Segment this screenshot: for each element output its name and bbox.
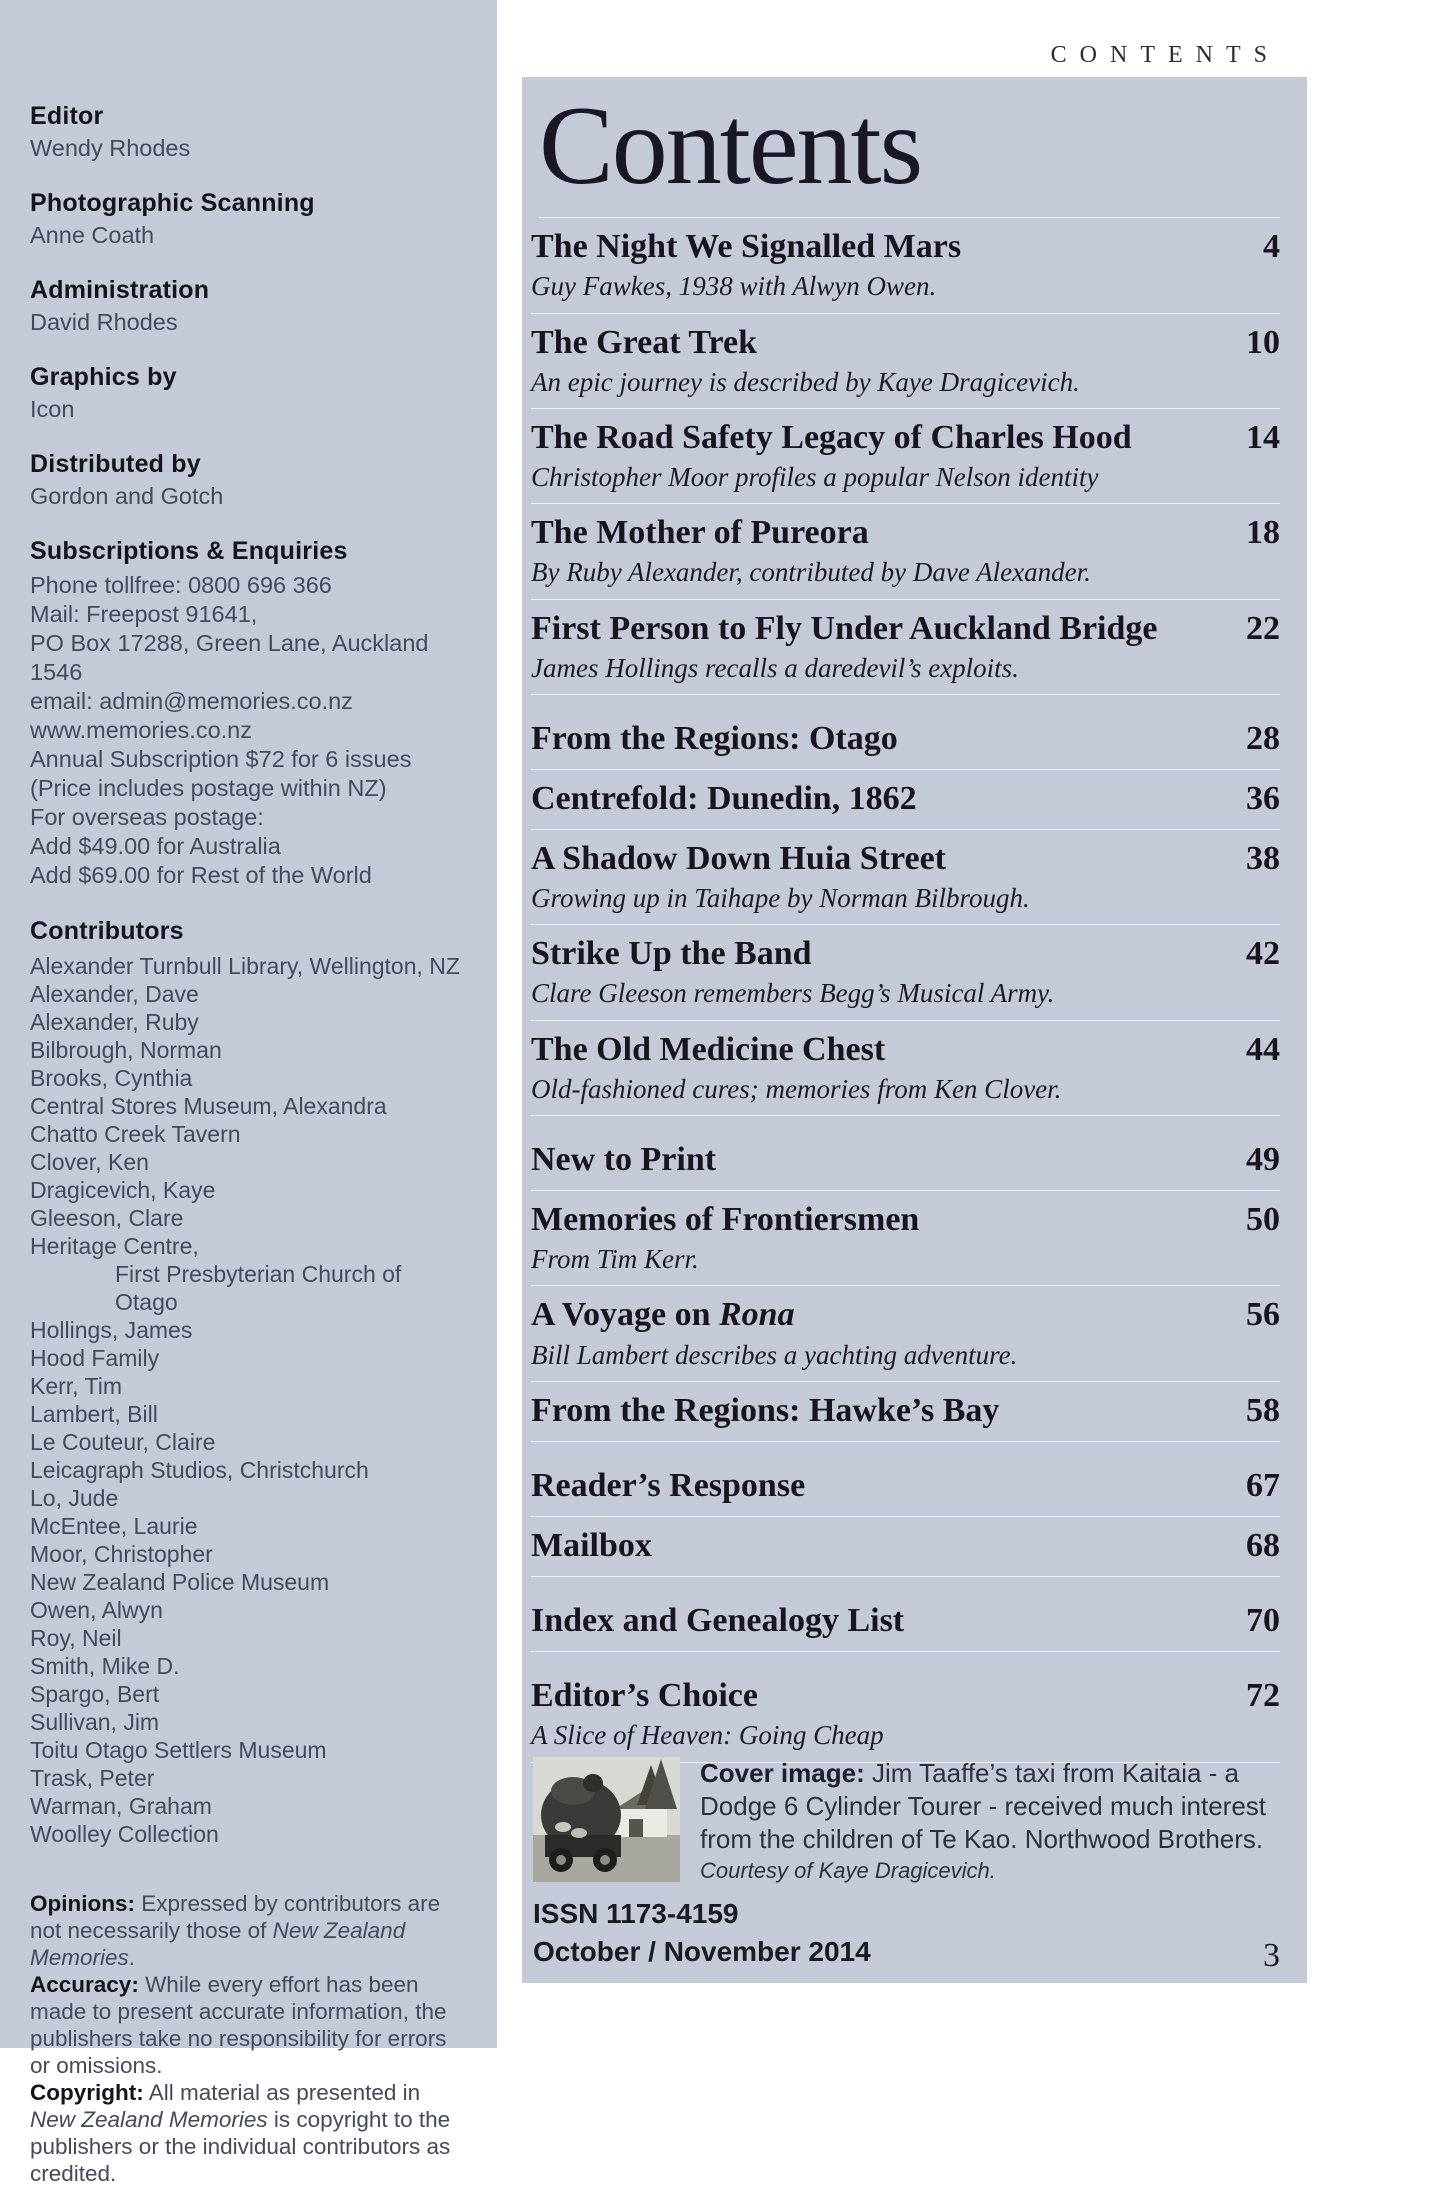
credit-label: Photographic Scanning	[30, 189, 315, 217]
credit-value: Anne Coath	[30, 222, 155, 248]
contributor-name: Woolley Collection	[30, 1821, 219, 1847]
toc-entry-page-number: 38	[1246, 840, 1280, 878]
notice-paragraph: Accuracy: While every effort has been made to present accurate information, the publishers take no responsibility for errors or omissions.	[30, 1972, 447, 2078]
toc-row	[531, 1526, 1280, 1565]
toc-row	[531, 227, 1280, 266]
toc-row	[531, 609, 1280, 648]
subscriptions-heading: Subscriptions & Enquiries	[30, 537, 348, 565]
credit-block	[30, 363, 469, 423]
notice-paragraph: Copyright: All material as presented in New Zealand Memories is copyright to the publishers or the individual contributors as credited.	[30, 2080, 451, 2186]
toc-entry-title: The Road Safety Legacy of Charles Hood	[531, 418, 1132, 456]
subscription-line: PO Box 17288, Green Lane, Auckland 1546	[30, 630, 429, 685]
toc-row	[531, 513, 1280, 552]
toc-entry-subtitle: James Hollings recalls a daredevil’s exploits.	[531, 652, 1019, 683]
contributor-name: Trask, Peter	[30, 1765, 155, 1791]
toc-entry	[531, 1442, 1280, 1517]
contributor-name: Smith, Mike D.	[30, 1653, 180, 1679]
toc-entry-title: Strike Up the Band	[531, 935, 812, 973]
toc-entry-page-number: 36	[1246, 779, 1280, 817]
toc-entry-subtitle: Clare Gleeson remembers Begg’s Musical Army.	[531, 978, 1055, 1009]
toc-entry-page-number: 44	[1246, 1030, 1280, 1068]
contributor-name: Sullivan, Jim	[30, 1709, 160, 1735]
toc-entry-subtitle: Bill Lambert describes a yachting adventure.	[531, 1339, 1018, 1370]
issue-date: October / November 2014	[533, 1936, 871, 1967]
contributor-name: First Presbyterian Church of Otago	[115, 1261, 402, 1315]
toc-entry-page-number: 68	[1246, 1526, 1280, 1564]
contributor-name: Roy, Neil	[30, 1625, 122, 1651]
toc-row	[531, 323, 1280, 362]
toc-entry-page-number: 58	[1246, 1391, 1280, 1429]
credit-block	[30, 276, 469, 336]
toc-entry	[531, 1517, 1280, 1577]
subscription-line: Add $69.00 for Rest of the World	[30, 862, 372, 888]
toc-list	[531, 218, 1280, 1762]
contributor-name: Moor, Christopher	[30, 1541, 213, 1567]
contributor-name: Alexander, Ruby	[30, 1009, 199, 1035]
toc-entry	[531, 504, 1280, 599]
toc-entry-title: From the Regions: Otago	[531, 719, 898, 757]
contributor-name: Owen, Alwyn	[30, 1597, 163, 1623]
credits-sidebar	[0, 0, 497, 2186]
contributors-list	[30, 952, 469, 1848]
credit-value: Icon	[30, 396, 75, 422]
contributors-heading: Contributors	[30, 917, 184, 945]
toc-entry-page-number: 28	[1246, 719, 1280, 757]
toc-row	[531, 719, 1280, 758]
toc-row	[531, 1466, 1280, 1505]
subscription-line: For overseas postage:	[30, 804, 264, 830]
cover-caption	[700, 1757, 1292, 1884]
contributor-name: Hollings, James	[30, 1317, 193, 1343]
credit-block	[30, 189, 469, 249]
toc-entry-subtitle: From Tim Kerr.	[531, 1244, 699, 1275]
toc-entry	[531, 1286, 1280, 1381]
toc-entry	[531, 925, 1280, 1020]
toc-entry	[531, 1191, 1280, 1286]
contributor-name: McEntee, Laurie	[30, 1513, 198, 1539]
contributor-name: Hood Family	[30, 1345, 160, 1371]
subscription-line: www.memories.co.nz	[30, 717, 252, 743]
contributor-name: Alexander Turnbull Library, Wellington, NZ	[30, 953, 460, 979]
toc-entry	[531, 600, 1280, 695]
contributor-name: Warman, Graham	[30, 1793, 212, 1819]
contributor-name: Leicagraph Studios, Christchurch	[30, 1457, 369, 1483]
toc-entry-title: A Voyage on Rona	[531, 1296, 795, 1334]
cover-courtesy: Courtesy of Kaye Dragicevich.	[700, 1858, 996, 1883]
contributor-name: New Zealand Police Museum	[30, 1569, 330, 1595]
toc-entry-page-number: 22	[1246, 609, 1280, 647]
toc-entry	[531, 1577, 1280, 1652]
contributor-name: Brooks, Cynthia	[30, 1065, 193, 1091]
toc-entry-page-number: 42	[1246, 935, 1280, 973]
contributor-name: Kerr, Tim	[30, 1373, 123, 1399]
toc-entry-title: A Shadow Down Huia Street	[531, 840, 946, 878]
toc-row	[531, 1676, 1280, 1715]
subscription-line: email: admin@memories.co.nz	[30, 688, 353, 714]
credit-label: Graphics by	[30, 363, 177, 391]
toc-entry-subtitle: A Slice of Heaven: Going Cheap	[531, 1720, 884, 1751]
credit-label: Editor	[30, 102, 104, 130]
cover-image-block	[533, 1757, 1293, 1884]
toc-entry-title: New to Print	[531, 1141, 717, 1179]
subscription-line: Annual Subscription $72 for 6 issues	[30, 746, 412, 772]
toc-entry	[531, 695, 1280, 770]
credit-value: David Rhodes	[30, 309, 178, 335]
contributor-name: Toitu Otago Settlers Museum	[30, 1737, 327, 1763]
subscription-line: Phone tollfree: 0800 696 366	[30, 572, 332, 598]
toc-row	[531, 1030, 1280, 1069]
issn: ISSN 1173-4159	[533, 1898, 739, 1929]
contributor-name: Lambert, Bill	[30, 1401, 158, 1427]
toc-entry-title: Centrefold: Dunedin, 1862	[531, 779, 917, 817]
toc-row	[531, 418, 1280, 457]
toc-entry	[531, 1652, 1280, 1762]
contributor-name: Spargo, Bert	[30, 1681, 160, 1707]
credit-block	[30, 450, 469, 510]
toc-entry-page-number: 18	[1246, 514, 1280, 552]
toc-entry-title: The Old Medicine Chest	[531, 1030, 886, 1068]
contributor-name: Lo, Jude	[30, 1485, 119, 1511]
toc-entry-page-number: 56	[1246, 1296, 1280, 1334]
toc-entry-title: The Mother of Pureora	[531, 514, 869, 552]
contributor-name: Bilbrough, Norman	[30, 1037, 222, 1063]
toc-entry-title: Reader’s Response	[531, 1466, 806, 1504]
toc-entry-page-number: 49	[1246, 1141, 1280, 1179]
toc-entry-title: Memories of Frontiersmen	[531, 1201, 920, 1239]
toc-entry-title: First Person to Fly Under Auckland Bridge	[531, 609, 1158, 647]
toc-entry-subtitle: By Ruby Alexander, contributed by Dave Alexander.	[531, 557, 1091, 588]
subscription-line: (Price includes postage within NZ)	[30, 775, 387, 801]
toc-entry-page-number: 72	[1246, 1677, 1280, 1715]
toc-entry-subtitle: An epic journey is described by Kaye Dragicevich.	[531, 366, 1080, 397]
contributor-name: Heritage Centre,	[30, 1233, 199, 1259]
toc-row	[531, 1200, 1280, 1239]
toc-entry-page-number: 70	[1246, 1602, 1280, 1640]
toc-entry	[531, 218, 1280, 313]
toc-entry	[531, 830, 1280, 925]
toc-row	[531, 1391, 1280, 1430]
toc-entry-subtitle: Growing up in Taihape by Norman Bilbrough.	[531, 883, 1030, 914]
issue-block	[533, 1895, 871, 1971]
credit-block	[30, 102, 469, 162]
credit-value: Gordon and Gotch	[30, 483, 224, 509]
toc-entry	[531, 1116, 1280, 1191]
toc-entry-page-number: 50	[1246, 1201, 1280, 1239]
subscription-line: Add $49.00 for Australia	[30, 833, 281, 859]
toc-row	[531, 1295, 1280, 1334]
legal-notices	[30, 1890, 470, 2187]
credit-label: Distributed by	[30, 450, 201, 478]
toc-entry-subtitle: Christopher Moor profiles a popular Nelson identity	[531, 461, 1099, 492]
contributor-name: Le Couteur, Claire	[30, 1429, 216, 1455]
contents-title: Contents	[539, 89, 1280, 218]
credit-label: Administration	[30, 276, 210, 304]
cover-caption-label: Cover image:	[700, 1758, 865, 1788]
toc-row	[531, 779, 1280, 818]
notice-paragraph: Opinions: Expressed by contributors are not necessarily those of New Zealand Memories.	[30, 1891, 441, 1970]
toc-entry-page-number: 4	[1263, 228, 1280, 266]
subscription-line: Mail: Freepost 91641,	[30, 601, 258, 627]
toc-entry	[531, 409, 1280, 504]
toc-entry-page-number: 14	[1246, 418, 1280, 456]
contributor-name: Chatto Creek Tavern	[30, 1121, 241, 1147]
contributor-name: Gleeson, Clare	[30, 1205, 184, 1231]
contributor-name: Central Stores Museum, Alexandra	[30, 1093, 387, 1119]
toc-entry-title: The Great Trek	[531, 323, 758, 361]
contents-panel	[522, 77, 1307, 1983]
contributor-name: Alexander, Dave	[30, 981, 199, 1007]
toc-entry-title: The Night We Signalled Mars	[531, 228, 962, 266]
toc-entry	[531, 770, 1280, 830]
subscriptions-info	[30, 571, 469, 890]
toc-row	[531, 934, 1280, 973]
contributor-name: Clover, Ken	[30, 1149, 149, 1175]
cover-caption-text: Jim Taaffe’s taxi from Kaitaia - a Dodge 6 Cylinder Tourer - received much interest from the children of Te Kao. Northwood Brothers.	[700, 1758, 1267, 1854]
toc-entry-subtitle: Old-fashioned cures; memories from Ken Clover.	[531, 1073, 1062, 1104]
toc-entry-page-number: 67	[1246, 1466, 1280, 1504]
credit-value: Wendy Rhodes	[30, 135, 191, 161]
toc-entry	[531, 1382, 1280, 1442]
toc-row	[531, 1601, 1280, 1640]
toc-entry	[531, 1021, 1280, 1116]
toc-row	[531, 839, 1280, 878]
page-number: 3	[1263, 1937, 1280, 1974]
toc-row	[531, 1140, 1280, 1179]
toc-entry-page-number: 10	[1246, 323, 1280, 361]
contributor-name: Dragicevich, Kaye	[30, 1177, 216, 1203]
toc-entry-subtitle: Guy Fawkes, 1938 with Alwyn Owen.	[531, 271, 937, 302]
toc-entry-title: From the Regions: Hawke’s Bay	[531, 1391, 1000, 1429]
cover-photo	[533, 1757, 680, 1882]
toc-entry-title: Mailbox	[531, 1526, 652, 1564]
toc-entry-title: Index and Genealogy List	[531, 1602, 905, 1640]
toc-entry-title: Editor’s Choice	[531, 1677, 758, 1715]
page-corner-label: CONTENTS	[1050, 42, 1280, 68]
toc-entry	[531, 314, 1280, 409]
